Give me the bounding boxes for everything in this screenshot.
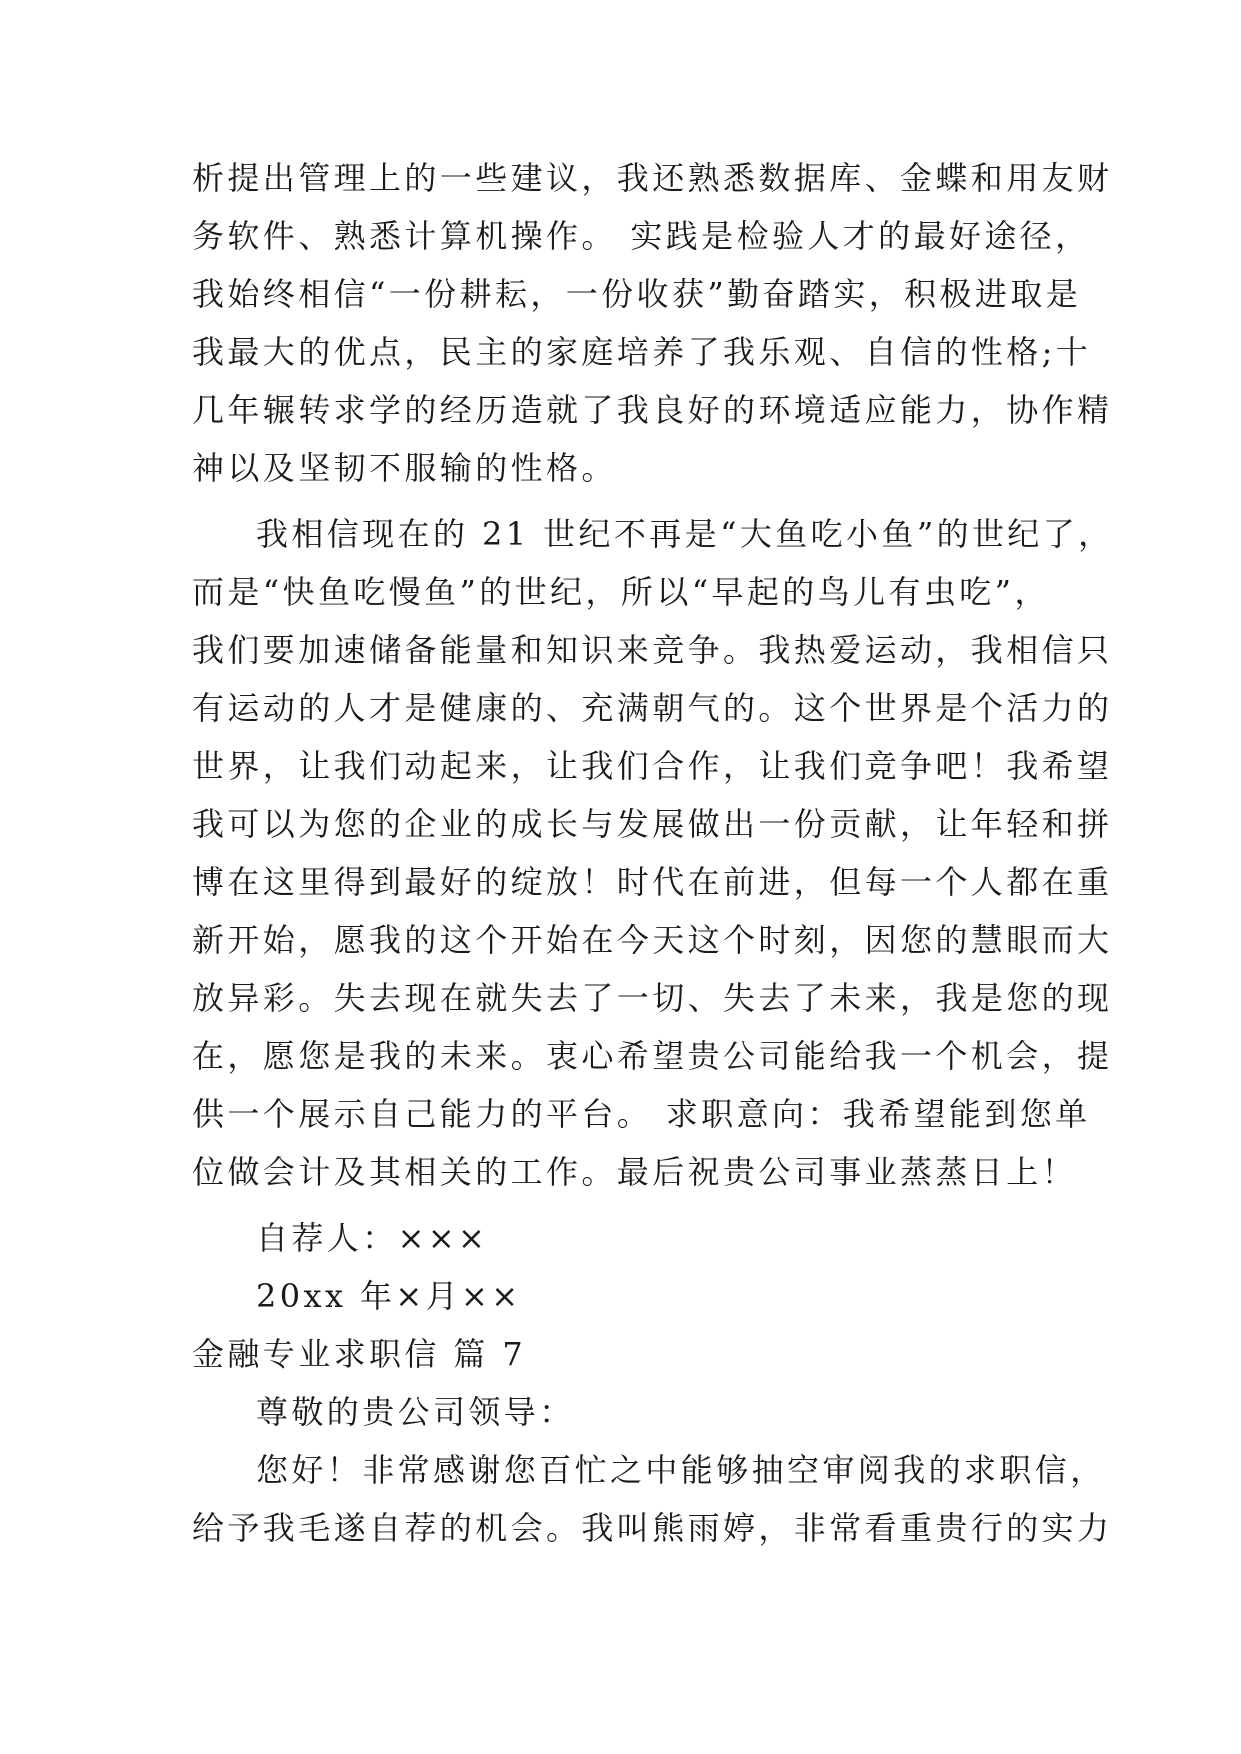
paragraph-line: 神以及坚韧不服输的性格。 [192, 449, 617, 487]
paragraph-line: 您好！非常感谢您百忙之中能够抽空审阅我的求职信， [256, 1451, 1106, 1489]
paragraph-line: 而是“快鱼吃慢鱼”的世纪，所以“早起的鸟儿有虫吃”， [192, 573, 1050, 611]
paragraph-line: 博在这里得到最好的绽放！时代在前进，但每一个人都在重 [192, 863, 1113, 901]
paragraph-line: 新开始，愿我的这个开始在今天这个时刻，因您的慧眼而大 [192, 921, 1113, 959]
paragraph-line: 世界，让我们动起来，让我们合作，让我们竞争吧！我希望 [192, 747, 1113, 785]
paragraph-line: 在，愿您是我的未来。衷心希望贵公司能给我一个机会，提 [192, 1037, 1113, 1075]
paragraph-line: 有运动的人才是健康的、充满朝气的。这个世界是个活力的 [192, 689, 1113, 727]
salutation-line: 尊敬的贵公司领导： [256, 1393, 575, 1431]
paragraph-line: 位做会计及其相关的工作。最后祝贵公司事业蒸蒸日上！ [192, 1153, 1078, 1191]
paragraph-line: 我始终相信“一份耕耘，一份收获”勤奋踏实，积极进取是 [192, 275, 1082, 313]
paragraph-line: 给予我毛遂自荐的机会。我叫熊雨婷，非常看重贵行的实力 [192, 1509, 1113, 1547]
paragraph-line: 几年辗转求学的经历造就了我良好的环境适应能力，协作精 [192, 391, 1113, 429]
paragraph-line: 我们要加速储备能量和知识来竞争。我热爱运动，我相信只 [192, 631, 1113, 669]
paragraph-line: 我可以为您的企业的成长与发展做出一份贡献，让年轻和拼 [192, 805, 1113, 843]
paragraph-line: 析提出管理上的一些建议，我还熟悉数据库、金蝶和用友财 [192, 159, 1113, 197]
section-heading: 金融专业求职信 篇 7 [192, 1335, 527, 1373]
paragraph-line: 我最大的优点，民主的家庭培养了我乐观、自信的性格;十 [192, 333, 1092, 371]
paragraph-line: 放异彩。失去现在就失去了一切、失去了未来，我是您的现 [192, 979, 1113, 1017]
paragraph-line: 我相信现在的 21 世纪不再是“大鱼吃小鱼”的世纪了， [256, 515, 1114, 553]
paragraph-line: 供一个展示自己能力的平台。 求职意向：我希望能到您单 [192, 1095, 1091, 1133]
paragraph-line: 务软件、熟悉计算机操作。 实践是检验人才的最好途径， [192, 217, 1091, 255]
date-line: 20xx 年×月×× [256, 1277, 522, 1315]
signature-line: 自荐人：××× [256, 1219, 489, 1257]
